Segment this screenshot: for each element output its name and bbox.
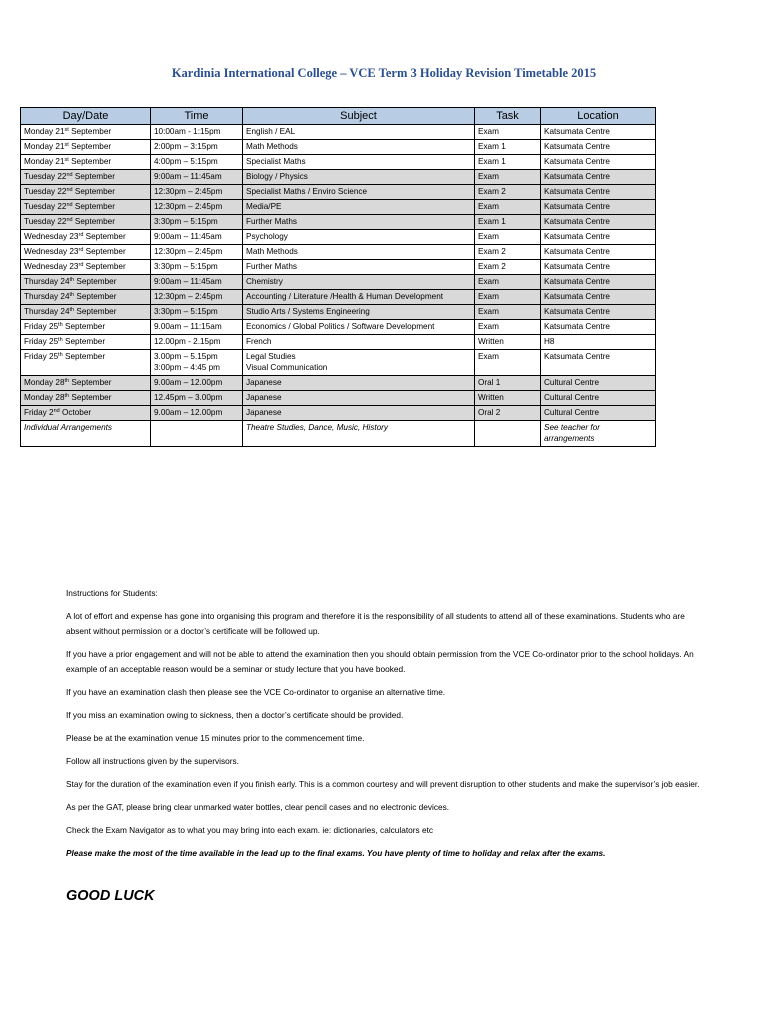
- location-text: Katsumata Centre: [544, 277, 610, 286]
- location-text: Katsumata Centre: [544, 262, 610, 271]
- table-row: [21, 421, 656, 447]
- cell-task: [475, 391, 541, 406]
- day-text: Thursday 24: [24, 307, 70, 316]
- date-suffix: nd: [66, 172, 73, 178]
- cell-time: [151, 245, 243, 260]
- cell-subject: [243, 185, 475, 200]
- cell-location: [541, 406, 656, 421]
- subject-text: Specialist Maths / Enviro Science: [246, 187, 368, 196]
- time-text: 9:00am – 11:45am: [154, 232, 222, 241]
- instruction-paragraph: Follow all instructions given by the supervisors.: [66, 756, 239, 766]
- location-text: Cultural Centre: [544, 393, 600, 402]
- cell-time: [151, 376, 243, 391]
- instruction-paragraph: As per the GAT, please bring clear unmarked water bottles, clear pencil cases and no electronic devices.: [66, 802, 450, 812]
- location-text: Katsumata Centre: [544, 322, 610, 331]
- cell-time: [151, 391, 243, 406]
- day-text: Monday 21: [24, 127, 65, 136]
- cell-task: [475, 406, 541, 421]
- subject-text: French: [246, 337, 272, 346]
- table-row: [21, 245, 656, 260]
- time-text: 12:30pm – 2:45pm: [154, 187, 223, 196]
- time-text: 3:00pm – 4:45 pm: [154, 363, 220, 372]
- cell-task: [475, 125, 541, 140]
- table-row: [21, 350, 656, 376]
- month-text: September: [74, 277, 117, 286]
- instruction-paragraph: Please be at the examination venue 15 minutes prior to the commencement time.: [66, 733, 365, 743]
- date-suffix: th: [58, 337, 63, 343]
- cell-day-date: [21, 200, 151, 215]
- cell-task: [475, 335, 541, 350]
- location-text: Katsumata Centre: [544, 247, 610, 256]
- task-text: Exam 1: [478, 157, 506, 166]
- cell-time: [151, 125, 243, 140]
- day-text: Monday 28: [24, 393, 65, 402]
- subject-text: Media/PE: [246, 202, 282, 211]
- subject-text: Psychology: [246, 232, 288, 241]
- cell-day-date: [21, 215, 151, 230]
- task-text: Exam: [478, 307, 499, 316]
- table-row: [21, 170, 656, 185]
- cell-location: [541, 305, 656, 320]
- cell-task: [475, 275, 541, 290]
- cell-task: [475, 215, 541, 230]
- table-row: [21, 230, 656, 245]
- day-text: Friday 2: [24, 408, 54, 417]
- location-text: Katsumata Centre: [544, 142, 610, 151]
- time-text: 12:30pm – 2:45pm: [154, 247, 223, 256]
- time-text: 12.00pm - 2.15pm: [154, 337, 221, 346]
- location-text: Katsumata Centre: [544, 232, 610, 241]
- cell-day-date: [21, 140, 151, 155]
- cell-day-date: [21, 350, 151, 376]
- task-text: Written: [478, 337, 504, 346]
- subject-text: Math Methods: [246, 247, 298, 256]
- cell-subject: [243, 260, 475, 275]
- cell-task: [475, 290, 541, 305]
- cell-task: [475, 376, 541, 391]
- month-text: September: [83, 262, 126, 271]
- cell-subject: [243, 320, 475, 335]
- task-text: Exam 1: [478, 217, 506, 226]
- cell-time: [151, 275, 243, 290]
- cell-subject: [243, 200, 475, 215]
- table-row: [21, 215, 656, 230]
- cell-time: [151, 140, 243, 155]
- date-suffix: th: [69, 277, 75, 283]
- task-text: Oral 2: [478, 408, 501, 417]
- date-suffix: th: [58, 352, 63, 358]
- time-text: 9:00am – 11:45am: [154, 277, 222, 286]
- time-text: 3:30pm – 5:15pm: [154, 262, 218, 271]
- subject-text: Further Maths: [246, 217, 297, 226]
- month-text: September: [62, 337, 106, 346]
- cell-time: [151, 421, 243, 447]
- month-text: September: [72, 202, 115, 211]
- cell-task: [475, 230, 541, 245]
- cell-subject: [243, 215, 475, 230]
- instruction-paragraph: If you have a prior engagement and will not be able to attend the examination then you should obtain permission from the VCE Co-ordinator prior to the school holidays. An example of an acceptable reason would be a seminar or study lecture that you have booked.: [66, 649, 694, 674]
- cell-time: [151, 230, 243, 245]
- instruction-paragraph: Stay for the duration of the examination even if you finish early. This is a common courtesy and will prevent disruption to other students and make the supervisor’s job easier.: [66, 779, 700, 789]
- revision-timetable: [20, 107, 656, 447]
- month-text: September: [83, 247, 126, 256]
- time-text: 12.45pm – 3.00pm: [154, 393, 223, 402]
- task-text: Exam: [478, 172, 499, 181]
- location-text: Katsumata Centre: [544, 307, 610, 316]
- cell-subject: [243, 245, 475, 260]
- instructions: [66, 586, 706, 869]
- instructions-heading: Instructions for Students:: [66, 588, 158, 598]
- table-row: [21, 335, 656, 350]
- table-row: [21, 155, 656, 170]
- cell-task: [475, 200, 541, 215]
- day-text: Thursday 24: [24, 292, 70, 301]
- cell-day-date: [21, 421, 151, 447]
- month-text: September: [62, 352, 106, 361]
- month-text: September: [62, 322, 106, 331]
- subject-text: Theatre Studies, Dance, Music, History: [246, 423, 388, 432]
- subject-text: Legal Studies: [246, 352, 296, 361]
- good-luck-heading: GOOD LUCK: [66, 888, 155, 904]
- task-text: Written: [478, 393, 504, 402]
- subject-text: Chemistry: [246, 277, 283, 286]
- date-suffix: rd: [78, 262, 84, 268]
- table-row: [21, 200, 656, 215]
- task-text: Exam 2: [478, 187, 506, 196]
- day-text: Friday 25: [24, 352, 59, 361]
- date-suffix: nd: [66, 202, 73, 208]
- cell-time: [151, 320, 243, 335]
- cell-task: [475, 170, 541, 185]
- day-text: Tuesday 22: [24, 217, 67, 226]
- subject-text: Specialist Maths: [246, 157, 306, 166]
- cell-subject: [243, 350, 475, 376]
- cell-location: [541, 155, 656, 170]
- cell-day-date: [21, 185, 151, 200]
- cell-day-date: [21, 275, 151, 290]
- table-row: [21, 290, 656, 305]
- cell-location: [541, 140, 656, 155]
- subject-text: Studio Arts / Systems Engineering: [246, 307, 370, 316]
- cell-task: [475, 320, 541, 335]
- cell-subject: [243, 230, 475, 245]
- subject-text: Accounting / Literature /Health & Human Development: [246, 292, 444, 301]
- cell-day-date: [21, 335, 151, 350]
- time-text: 2:00pm – 3:15pm: [154, 142, 218, 151]
- time-text: 10:00am - 1:15pm: [154, 127, 221, 136]
- cell-subject: [243, 155, 475, 170]
- date-suffix: th: [64, 378, 70, 384]
- table-row: [21, 406, 656, 421]
- time-text: 9:00am – 11:45am: [154, 172, 222, 181]
- cell-task: [475, 185, 541, 200]
- cell-location: [541, 260, 656, 275]
- month-text: September: [74, 292, 117, 301]
- table-row: [21, 376, 656, 391]
- cell-day-date: [21, 406, 151, 421]
- cell-task: [475, 260, 541, 275]
- location-text: See teacher for arrangements: [544, 423, 600, 443]
- closing-note: Please make the most of the time available in the lead up to the final exams. You have plenty of time to holiday and relax after the exams.: [66, 848, 606, 858]
- cell-time: [151, 305, 243, 320]
- cell-location: [541, 245, 656, 260]
- cell-location: [541, 421, 656, 447]
- cell-location: [541, 320, 656, 335]
- location-text: Katsumata Centre: [544, 217, 610, 226]
- date-suffix: th: [58, 322, 63, 328]
- table-row: [21, 260, 656, 275]
- cell-day-date: [21, 376, 151, 391]
- cell-day-date: [21, 305, 151, 320]
- location-text: Katsumata Centre: [544, 202, 610, 211]
- instruction-paragraph: Check the Exam Navigator as to what you may bring into each exam. ie: dictionaries, calculators etc: [66, 825, 434, 835]
- cell-day-date: [21, 391, 151, 406]
- document-title: Kardinia International College – VCE Term 3 Holiday Revision Timetable 2015: [171, 66, 597, 80]
- date-suffix: rd: [78, 232, 84, 238]
- task-text: Exam: [478, 322, 499, 331]
- instruction-paragraph: If you miss an examination owing to sickness, then a doctor’s certificate should be provided.: [66, 710, 404, 720]
- location-text: Cultural Centre: [544, 408, 600, 417]
- table-row: [21, 305, 656, 320]
- day-text: Wednesday 23: [24, 232, 79, 241]
- date-suffix: th: [69, 307, 75, 313]
- month-text: September: [69, 378, 112, 387]
- day-text: Friday 25: [24, 322, 59, 331]
- table-row: [21, 185, 656, 200]
- day-text: Friday 25: [24, 337, 59, 346]
- cell-day-date: [21, 230, 151, 245]
- cell-task: [475, 155, 541, 170]
- location-text: Katsumata Centre: [544, 127, 610, 136]
- location-text: Cultural Centre: [544, 378, 600, 387]
- cell-subject: [243, 290, 475, 305]
- time-text: 3:30pm – 5:15pm: [154, 307, 218, 316]
- date-suffix: st: [64, 127, 69, 133]
- header-location: Location: [541, 108, 656, 125]
- subject-text: Further Maths: [246, 262, 297, 271]
- day-text: Monday 21: [24, 142, 65, 151]
- cell-time: [151, 215, 243, 230]
- task-text: Exam: [478, 127, 499, 136]
- month-text: October: [59, 408, 92, 417]
- header-subject: Subject: [243, 108, 475, 125]
- task-text: Exam 1: [478, 142, 506, 151]
- cell-location: [541, 200, 656, 215]
- time-text: 4:00pm – 5:15pm: [154, 157, 218, 166]
- location-text: Katsumata Centre: [544, 292, 610, 301]
- day-text: Tuesday 22: [24, 187, 67, 196]
- cell-subject: [243, 406, 475, 421]
- cell-location: [541, 185, 656, 200]
- cell-time: [151, 350, 243, 376]
- subject-text: English / EAL: [246, 127, 296, 136]
- cell-time: [151, 200, 243, 215]
- cell-subject: [243, 391, 475, 406]
- cell-location: [541, 170, 656, 185]
- day-text: Tuesday 22: [24, 202, 67, 211]
- cell-subject: [243, 275, 475, 290]
- month-text: September: [72, 217, 115, 226]
- task-text: Exam: [478, 202, 499, 211]
- cell-location: [541, 125, 656, 140]
- month-text: September: [69, 393, 112, 402]
- cell-time: [151, 185, 243, 200]
- cell-task: [475, 140, 541, 155]
- day-text: Tuesday 22: [24, 172, 67, 181]
- cell-location: [541, 391, 656, 406]
- cell-location: [541, 335, 656, 350]
- cell-time: [151, 290, 243, 305]
- subject-text: Economics / Global Politics / Software Development: [246, 322, 435, 331]
- table-row: [21, 320, 656, 335]
- day-text: Monday 28: [24, 378, 65, 387]
- header-time: Time: [151, 108, 243, 125]
- month-text: September: [72, 187, 115, 196]
- cell-day-date: [21, 245, 151, 260]
- time-text: 3.00pm – 5.15pm: [154, 352, 218, 361]
- month-text: September: [68, 142, 112, 151]
- table-header-row: [21, 108, 656, 125]
- cell-task: [475, 245, 541, 260]
- cell-time: [151, 155, 243, 170]
- date-suffix: nd: [66, 187, 73, 193]
- month-text: September: [68, 157, 112, 166]
- month-text: September: [72, 172, 115, 181]
- subject-text: Japanese: [246, 408, 282, 417]
- time-text: 9.00am – 11:15am: [154, 322, 222, 331]
- cell-location: [541, 275, 656, 290]
- time-text: 12:30pm – 2:45pm: [154, 202, 223, 211]
- cell-subject: [243, 305, 475, 320]
- cell-time: [151, 335, 243, 350]
- cell-task: [475, 421, 541, 447]
- header-day-date: Day/Date: [21, 108, 151, 125]
- location-text: Katsumata Centre: [544, 187, 610, 196]
- location-text: H8: [544, 337, 555, 346]
- date-suffix: nd: [66, 217, 73, 223]
- month-text: September: [83, 232, 126, 241]
- cell-location: [541, 215, 656, 230]
- cell-subject: [243, 335, 475, 350]
- cell-location: [541, 230, 656, 245]
- date-suffix: rd: [78, 247, 84, 253]
- cell-time: [151, 260, 243, 275]
- cell-day-date: [21, 155, 151, 170]
- date-suffix: th: [64, 393, 70, 399]
- cell-subject: [243, 421, 475, 447]
- cell-location: [541, 350, 656, 376]
- cell-day-date: [21, 290, 151, 305]
- date-suffix: st: [64, 157, 69, 163]
- task-text: Exam: [478, 352, 499, 361]
- subject-text: Japanese: [246, 378, 282, 387]
- cell-task: [475, 305, 541, 320]
- task-text: Exam: [478, 277, 499, 286]
- cell-day-date: [21, 125, 151, 140]
- table-row: [21, 275, 656, 290]
- day-text: Individual Arrangements: [24, 423, 112, 432]
- header-task: Task: [475, 108, 541, 125]
- subject-text: Biology / Physics: [246, 172, 308, 181]
- cell-time: [151, 406, 243, 421]
- time-text: 9.00am – 12.00pm: [154, 378, 223, 387]
- month-text: September: [68, 127, 112, 136]
- table-row: [21, 391, 656, 406]
- subject-text: Japanese: [246, 393, 282, 402]
- cell-location: [541, 376, 656, 391]
- table-row: [21, 125, 656, 140]
- task-text: Exam: [478, 232, 499, 241]
- month-text: September: [74, 307, 117, 316]
- task-text: Oral 1: [478, 378, 501, 387]
- cell-subject: [243, 140, 475, 155]
- cell-subject: [243, 170, 475, 185]
- subject-text: Visual Communication: [246, 363, 328, 372]
- cell-time: [151, 170, 243, 185]
- table-body: [21, 125, 656, 447]
- cell-day-date: [21, 320, 151, 335]
- location-text: Katsumata Centre: [544, 352, 610, 361]
- time-text: 3:30pm – 5:15pm: [154, 217, 218, 226]
- date-suffix: th: [69, 292, 75, 298]
- date-suffix: nd: [53, 408, 60, 414]
- subject-text: Math Methods: [246, 142, 298, 151]
- day-text: Thursday 24: [24, 277, 70, 286]
- day-text: Wednesday 23: [24, 247, 79, 256]
- task-text: Exam 2: [478, 262, 506, 271]
- table-row: [21, 140, 656, 155]
- instruction-paragraph: A lot of effort and expense has gone into organising this program and therefore it is the responsibility of all students to attend all of these examinations. Students who are absent without permission or a doctor’s certificate will be followed up.: [66, 611, 685, 636]
- task-text: Exam: [478, 292, 499, 301]
- cell-subject: [243, 376, 475, 391]
- time-text: 12:30pm – 2:45pm: [154, 292, 223, 301]
- task-text: Exam 2: [478, 247, 506, 256]
- cell-subject: [243, 125, 475, 140]
- cell-location: [541, 290, 656, 305]
- day-text: Monday 21: [24, 157, 65, 166]
- time-text: 9.00am – 12.00pm: [154, 408, 223, 417]
- location-text: Katsumata Centre: [544, 157, 610, 166]
- cell-day-date: [21, 170, 151, 185]
- day-text: Wednesday 23: [24, 262, 79, 271]
- location-text: Katsumata Centre: [544, 172, 610, 181]
- cell-task: [475, 350, 541, 376]
- cell-day-date: [21, 260, 151, 275]
- instruction-paragraph: If you have an examination clash then please see the VCE Co-ordinator to organise an alternative time.: [66, 687, 446, 697]
- date-suffix: st: [64, 142, 69, 148]
